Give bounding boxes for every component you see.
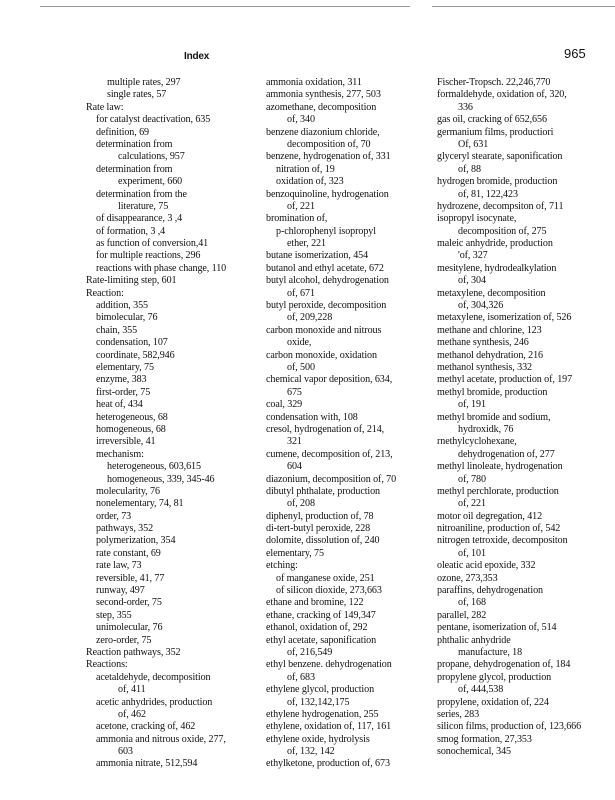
index-entry-line: ethylene oxide, hydrolysis [266,733,370,745]
index-entry-line: literature, 75 [118,200,169,212]
index-entry-line: decomposition of, 70 [287,138,371,150]
index-entry-line: nonelementary, 74, 81 [96,498,184,510]
index-entry-line: di-tert-butyl peroxide, 228 [266,523,371,535]
index-entry-line: metaxylene, decomposition [437,287,546,299]
index-entry-line: glyceryl stearate, saponification [437,151,563,163]
index-entry-line: determination from the [96,188,187,200]
index-entry-line: ethane and bromine, 122 [266,597,364,609]
index-entry-line: enzyme, 383 [96,374,147,386]
index-entry-line: determination from [96,163,173,175]
index-entry-line: of, 208 [287,498,315,510]
index-entry-line: nitrogen tetroxide, decompositon [437,535,568,547]
index-entry-line: smog formation, 27,353 [437,733,532,745]
index-entry-line: carbon monoxide, oxidation [266,349,377,361]
index-entry-line: ammonia nitrate, 512,594 [96,758,198,770]
index-entry-line: hydroxidk, 76 [458,423,514,435]
index-entry-line: of, 683 [287,671,315,683]
index-entry-line: chain, 355 [96,324,138,336]
index-entry-line: as function of conversion,41 [96,238,209,250]
index-entry-line: methyl acetate, production of, 197 [437,374,573,386]
top-rule-right [432,6,615,7]
index-entry-line: Of, 631 [458,138,489,150]
index-entry-line: 'of, 327 [458,250,488,262]
index-entry-line: reversible, 41, 77 [96,572,165,584]
index-entry-line: butyl peroxide, decomposition [266,300,387,312]
index-entry-line: benzene, hydrogenation of, 331 [266,151,391,163]
index-entry-line: 675 [287,386,302,398]
index-entry-line: mechanism: [96,448,144,460]
index-entry-line: diazonium, decomposition of, 70 [266,473,397,485]
index-entry-line: series, 283 [437,708,480,720]
index-entry-line: coal, 329 [266,399,303,411]
index-entry-line: methane synthesis, 246 [437,337,529,349]
index-entry-line: maleic anhydride, production [437,238,553,250]
index-entry-line: heterogeneous, 603,615 [107,461,201,473]
index-entry-line: determination from [96,138,173,150]
index-entry-line: condensation with, 108 [266,411,358,423]
index-entry-line: 321 [287,436,302,448]
index-entry-line: butane isomerization, 454 [266,250,369,262]
index-entry-line: irreversible, 41 [96,436,156,448]
index-entry-line: isopropyl isocynate, [437,213,517,225]
index-entry-line: methyl bromide, production [437,386,548,398]
index-entry-line: nitration of, 19 [276,163,335,175]
index-entry-line: propylene glycol, production [437,671,552,683]
index-entry-line: runway, 497 [96,585,145,597]
index-entry-line: motor oil degregation, 412 [437,510,543,522]
index-entry-line: first-order, 75 [96,386,151,398]
index-entry-line: chemical vapor deposition, 634, [266,374,393,386]
index-entry-line: 603 [118,746,133,758]
index-column-3 [437,77,613,758]
index-entry-line: sonochemical, 345 [437,746,511,758]
index-entry-line: of formation, 3 ,4 [96,225,166,237]
index-entry-line: methanol dehydration, 216 [437,349,543,361]
index-entry-line: rnethylcyclohexane, [437,436,517,448]
index-entry-line: zero-order, 75 [96,634,152,646]
index-entry-line: of, 780 [458,473,486,485]
index-entry-line: acetic anhydrides, production [96,696,213,708]
index-entry-line: of, 132,142,175 [287,696,350,708]
index-entry-line: ammonia synthesis, 277, 503 [266,89,381,101]
index-entry-line: elementary, 75 [266,547,324,559]
index-entry-line: coordinate, 582,946 [96,349,175,361]
index-entry-line: manufacture, 18 [458,646,523,658]
index-entry-line: methyl bromide and sodium, [437,411,551,423]
index-entry-line: methane and chlorine, 123 [437,324,542,336]
index-entry-line: of, 101 [458,547,486,559]
index-entry-line: ethylene, oxidation of, 117, 161 [266,721,392,733]
index-entry-line: germanium films, productiori [437,126,554,138]
index-entry-line: molecularity, 76 [96,485,160,497]
index-entry-line: hydrozene, decompsiton of, 711 [437,200,564,212]
index-entry-line: of, 221 [287,200,315,212]
index-entry-line: heterogeneous, 68 [96,411,168,423]
index-entry-line: Reaction pathways, 352 [86,646,181,658]
index-entry-line: methanol synthesis, 332 [437,361,532,373]
top-rule-left [40,6,410,7]
index-entry-line: methyl perchlorate, production [437,485,559,497]
index-entry-line: Reactions: [86,659,128,671]
index-entry-line: carbon monoxide and nitrous [266,324,382,336]
running-header-title: Index [184,51,210,62]
index-entry-line: rate constant, 69 [96,547,161,559]
index-entry-line: propane, dehydrogenation of, 184 [437,659,571,671]
index-entry-line: oxidation of, 323 [276,176,344,188]
index-entry-line: benzoquinoline, hydrogenation [266,188,389,200]
index-entry-line: of, 221 [458,498,486,510]
index-entry-line: Rate law: [86,101,124,113]
index-entry-line: of, 304,326 [458,300,504,312]
index-entry-line: decomposition of, 275 [458,225,547,237]
index-entry-line: bromination of, [266,213,328,225]
index-entry-line: ethyl benzene. dehydrogenation [266,659,392,671]
index-entry-line: ozone, 273,353 [437,572,498,584]
index-entry-line: of, 209,228 [287,312,333,324]
index-entry-line: butyl alcohol, dehydrogenation [266,275,389,287]
index-entry-line: oxide, [287,337,312,349]
index-entry-line: multiple rates, 297 [107,77,181,88]
index-entry-line: ammonia oxidation, 311 [266,77,362,88]
index-entry-line: Rate-limiting step, 601 [86,275,177,287]
index-entry-line: ammonia and nitrous oxide, 277, [96,733,226,745]
index-entry-line: etching: [266,560,298,572]
index-entry-line: benzene diazonium chloride, [266,126,380,138]
index-entry-line: of, 81, 122,423 [458,188,518,200]
index-entry-line: bimolecular, 76 [96,312,158,324]
index-entry-line: of, 88 [458,163,481,175]
index-entry-line: hydrogen bromide, production [437,176,558,188]
index-entry-line: phthalic anhydride [437,634,511,646]
index-entry-line: dolomite, dissolution of, 240 [266,535,380,547]
index-entry-line: definition, 69 [96,126,149,138]
index-entry-line: order, 73 [96,510,132,522]
index-entry-line: acetone, cracking of, 462 [96,721,196,733]
index-entry-line: cumene, decomposition of, 213, [266,448,393,460]
index-entry-line: silicon films, production of, 123,666 [437,721,582,733]
index-entry-line: acetaldehyde, decomposition [96,671,211,683]
index-entry-line: ethanol, oxidation of, 292 [266,622,368,634]
index-entry-line: for catalyst deactivation, 635 [96,114,211,126]
index-entry-line: unimolecular, 76 [96,622,163,634]
index-entry-line: Reaction: [86,287,124,299]
index-entry-line: of, 500 [287,361,315,373]
page-number: 965 [564,46,586,61]
index-entry-line: of, 191 [458,399,486,411]
index-entry-line: parallel, 282 [437,609,487,621]
index-entry-line: heat of, 434 [96,399,143,411]
index-entry-line: cresol, hydrogenation of, 214, [266,423,385,435]
index-entry-line: reactions with phase change, 110 [96,262,227,274]
index-entry-line: paraffins, dehydrogenation [437,585,543,597]
index-entry-line: pathways, 352 [96,523,154,535]
index-entry-line: Fischer-Tropsch. 22,246,770 [437,77,551,88]
index-entry-line: propylene, oxidation of, 224 [437,696,549,708]
index-entry-line: rate law, 73 [96,560,142,572]
index-entry-line: ethylketone, production of, 673 [266,758,390,770]
index-entry-line: step, 355 [96,609,132,621]
index-entry-line: of, 462 [118,708,146,720]
index-entry-line: of, 444,538 [458,684,504,696]
index-entry-line: homogeneous, 68 [96,423,166,435]
index-entry-line: diphenyl, production of, 78 [266,510,374,522]
index-entry-line: ether, 221 [287,238,326,250]
index-entry-line: dibutyl phthalate, production [266,485,380,497]
index-entry-line: oleatic acid epoxide, 332 [437,560,536,572]
index-entry-line: of, 132, 142 [287,746,335,758]
index-entry-line: elementary, 75 [96,361,154,373]
index-entry-line: butanol and ethyl acetate, 672 [266,262,384,274]
index-entry-line: ethylene glycol, production [266,684,375,696]
index-entry-line: azomethane, decomposition [266,101,377,113]
index-entry-line: of, 216,549 [287,646,333,658]
index-entry-line: condensation, 107 [96,337,168,349]
index-entry-line: 604 [287,461,302,473]
index-entry-line: mesitylene, hydrodealkylation [437,262,557,274]
index-entry-line: single rates, 57 [107,89,167,101]
index-entry-line: experiment, 660 [118,176,183,188]
index-entry-line: calculations, 957 [118,151,185,163]
index-entry-line: homogeneous, 339, 345-46 [107,473,215,485]
index-column-2 [266,77,436,771]
index-entry-line: nitroaniline, production of, 542 [437,523,561,535]
index-entry-line: for multiple reactions, 296 [96,250,201,262]
index-entry-line: of disappearance, 3 ,4 [96,213,183,225]
index-entry-line: second-order, 75 [96,597,162,609]
index-entry-line: polymerization, 354 [96,535,176,547]
index-entry-line: of manganese oxide, 251 [276,572,375,584]
index-entry-line: addition, 355 [96,300,148,312]
index-entry-line: 336 [458,101,473,113]
index-entry-line: dehydrogenation of, 277 [458,448,555,460]
index-column-1 [86,77,264,771]
index-entry-line: p-chlorophenyl isopropyl [276,225,376,237]
index-entry-line: metaxylene, isomerization of, 526 [437,312,572,324]
index-entry-line: pentane, isomerization of, 514 [437,622,557,634]
index-entry-line: of silicon dioxide, 273,663 [276,585,382,597]
index-entry-line: of, 304 [458,275,486,287]
index-entry-line: ethane, cracking of 149,347 [266,609,376,621]
index-entry-line: formaldehyde, oxidation of, 320, [437,89,567,101]
index-entry-line: ethyl acetate, saponification [266,634,377,646]
index-entry-line: of, 671 [287,287,315,299]
index-entry-line: of, 340 [287,114,315,126]
index-entry-line: methyl linoleate, hydrogenation [437,461,563,473]
index-entry-line: ethylene hydrogenation, 255 [266,708,379,720]
index-entry-line: gas oil, cracking of 652,656 [437,114,547,126]
index-entry-line: of, 168 [458,597,486,609]
index-entry-line: of, 411 [118,684,146,696]
